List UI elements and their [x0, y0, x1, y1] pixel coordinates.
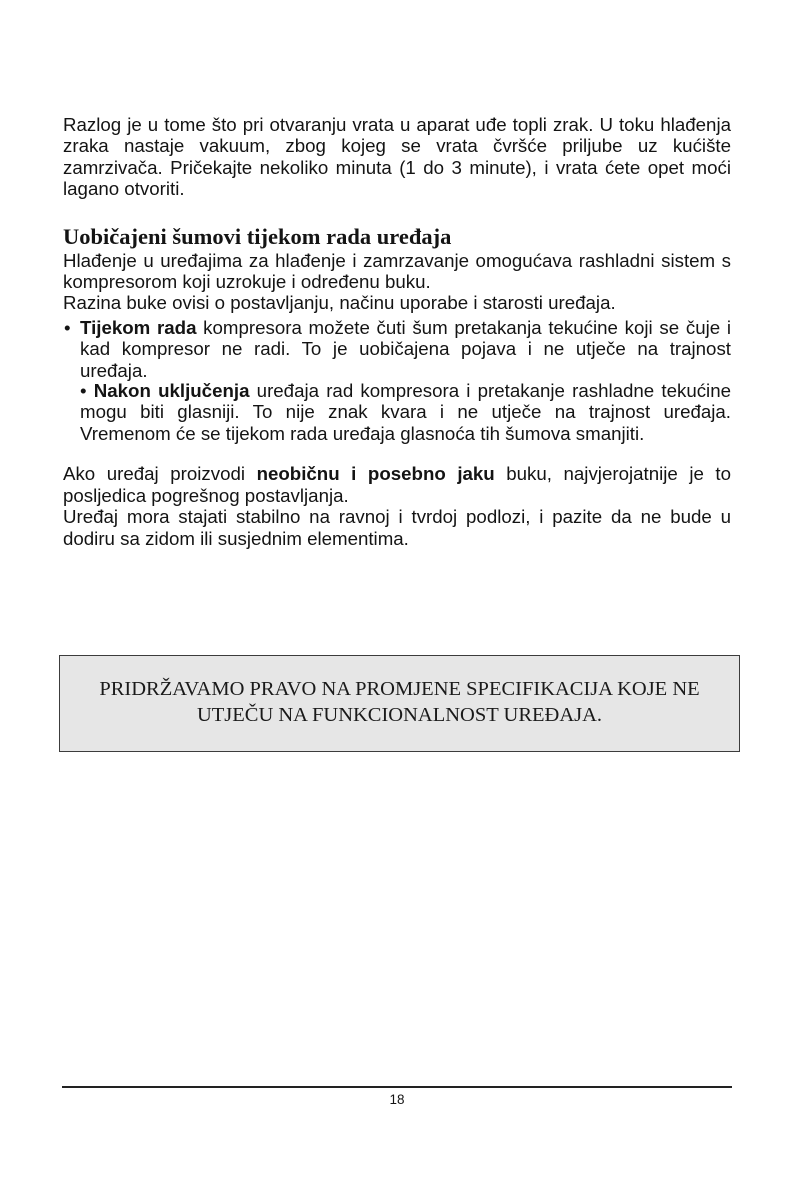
paragraph-line: dodiru sa zidom ili susjednim elementima. — [63, 527, 409, 549]
paragraph-line: kompresorom koji uzrokuje i određenu buku. — [63, 271, 431, 293]
bullet-line — [80, 317, 731, 338]
bullet-line — [80, 380, 731, 401]
bullet-marker: • — [64, 316, 71, 338]
cooling-system-paragraph — [63, 250, 731, 293]
noise-level-paragraph: Razina buke ovisi o postavljanju, načinu uporabe i starosti uređaja. — [63, 292, 616, 314]
bullet-line: mogu biti glasniji. To nije znak kvara i ne utječe na trajnost uređaja. — [80, 401, 731, 423]
bullet-line: Vremenom će se tijekom rada uređaja glasnoća tih šumova smanjiti. — [80, 422, 645, 444]
paragraph-bold-text: neobičnu i posebno jaku — [256, 463, 495, 485]
section-heading: Uobičajeni šumovi tijekom rada uređaja — [63, 223, 452, 249]
bullet-text: kompresora možete čuti šum pretakanja tekućine koji se čuje i — [196, 316, 731, 338]
paragraph-line: Razlog je u tome što pri otvaranju vrata u aparat uđe topli zrak. U toku hlađenja — [63, 114, 731, 135]
bullet-bold-lead: Tijekom rada — [80, 316, 197, 338]
paragraph-line: lagano otvoriti. — [63, 178, 185, 200]
bullet-text: uređaja rad kompresora i pretakanje rashladne tekućine — [249, 380, 731, 402]
paragraph-line: Hlađenje u uređajima za hlađenje i zamrzavanje omogućava rashladni sistem s — [63, 249, 731, 271]
paragraph-line: zamrzivača. Pričekajte nekoliko minuta (1 do 3 minute), i vrata ćete opet moći — [63, 156, 731, 178]
bullet-item-during-operation — [63, 317, 731, 381]
page-content — [63, 114, 731, 549]
page-number: 18 — [389, 1092, 405, 1107]
bullet-marker: • — [80, 380, 87, 402]
paragraph-line: posljedica pogrešnog postavljanja. — [63, 484, 349, 506]
paragraph-line: zraka nastaje vakuum, zbog kojeg se vrata čvršće priljube uz kućište — [63, 135, 731, 157]
bullet-line: kad kompresor ne radi. To je uobičajena pojava i ne utječe na trajnost — [80, 338, 731, 360]
door-vacuum-paragraph — [63, 114, 731, 200]
paragraph-line: Uređaj mora stajati stabilno na ravnoj i tvrdoj podlozi, i pazite da ne bude u — [63, 506, 731, 528]
notice-text: PRIDRŽAVAMO PRAVO NA PROMJENE SPECIFIKACIJA KOJE NE UTJEČU NA FUNKCIONALNOST UREĐAJA. — [99, 678, 700, 726]
placement-paragraph — [63, 506, 731, 549]
loud-noise-paragraph — [63, 463, 731, 506]
paragraph-text: Ako uređaj proizvodi — [63, 463, 257, 485]
footer-divider — [62, 1086, 732, 1088]
bullet-line: uređaja. — [80, 359, 148, 381]
paragraph-text: buku, najvjerojatnije je to — [494, 463, 732, 485]
paragraph-line — [63, 463, 731, 484]
bullet-bold-lead: Nakon uključenja — [93, 380, 250, 402]
bullet-item-after-switch-on — [63, 380, 731, 444]
specification-notice-box — [59, 655, 740, 752]
